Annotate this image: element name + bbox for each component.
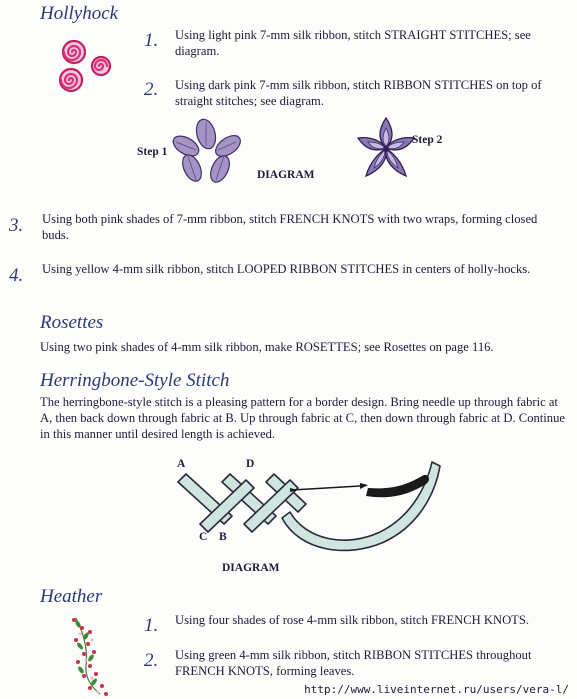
section-heading-rosettes: Rosettes xyxy=(40,312,104,333)
heather-step-2-text: Using green 4-mm silk ribbon, stitch RIBBON STITCHES throughout FRENCH KNOTS, forming leaves. xyxy=(175,648,532,678)
hollyhock-diagram-caption: DIAGRAM xyxy=(257,169,315,181)
herringbone-label-d: D xyxy=(246,458,255,470)
rosettes-text: Using two pink shades of 4-mm silk ribbon, make ROSETTES; see Rosettes on page 116. xyxy=(40,340,494,354)
hollyhock-step-4-number: 4. xyxy=(9,265,24,286)
hollyhock-step-4-text: Using yellow 4-mm silk ribbon, stitch LOOPED RIBBON STITCHES in centers of holly-hocks. xyxy=(42,262,531,276)
herringbone-diagram-caption: DIAGRAM xyxy=(222,562,280,574)
watermark-url: http://www.liveinternet.ru/users/vera-l/ xyxy=(304,683,569,696)
herringbone-text: The herringbone-style stitch is a pleasing pattern for a border design. Bring needle up through fabric at A, then back down through fabric at B. Up through fabric at C, then down through fabric at D. Continue in this manner until desired length is achieved. xyxy=(40,395,565,441)
heather-step-1-number: 1. xyxy=(144,615,159,636)
section-heading-hollyhock: Hollyhock xyxy=(40,3,119,24)
herringbone-stitch-diagram xyxy=(170,452,450,564)
herringbone-label-a: A xyxy=(177,458,186,470)
hollyhock-step-3-text: Using both pink shades of 7-mm ribbon, stitch FRENCH KNOTS with two wraps, forming closed buds. xyxy=(42,212,538,242)
hollyhock-step-1-petals-diagram xyxy=(170,116,242,188)
heather-step-1-text: Using four shades of rose 4-mm silk ribbon, stitch FRENCH KNOTS. xyxy=(175,613,530,627)
hollyhock-step-1-text: Using light pink 7-mm silk ribbon, stitch STRAIGHT STITCHES; see diagram. xyxy=(175,28,531,58)
section-heading-heather: Heather xyxy=(40,586,103,607)
hollyhock-step-2-text: Using dark pink 7-mm silk ribbon, stitch RIBBON STITCHES on top of straight stitches; see diagram. xyxy=(175,78,542,108)
hollyhock-step-1-number: 1. xyxy=(144,30,159,51)
heather-step-2-number: 2. xyxy=(144,650,159,671)
herringbone-label-b: B xyxy=(219,531,227,543)
hollyhock-step-2-petals-diagram xyxy=(352,114,420,184)
hollyhock-step-3-number: 3. xyxy=(9,215,24,236)
section-heading-herringbone: Herringbone-Style Stitch xyxy=(40,370,230,391)
hollyhock-spirals-illustration xyxy=(54,34,116,96)
diagram-step-2-label: Step 2 xyxy=(412,134,443,146)
hollyhock-step-2-number: 2. xyxy=(144,79,159,100)
herringbone-label-c: C xyxy=(199,531,208,543)
diagram-step-1-label: Step 1 xyxy=(137,146,168,158)
heather-sprig-illustration xyxy=(66,614,118,698)
